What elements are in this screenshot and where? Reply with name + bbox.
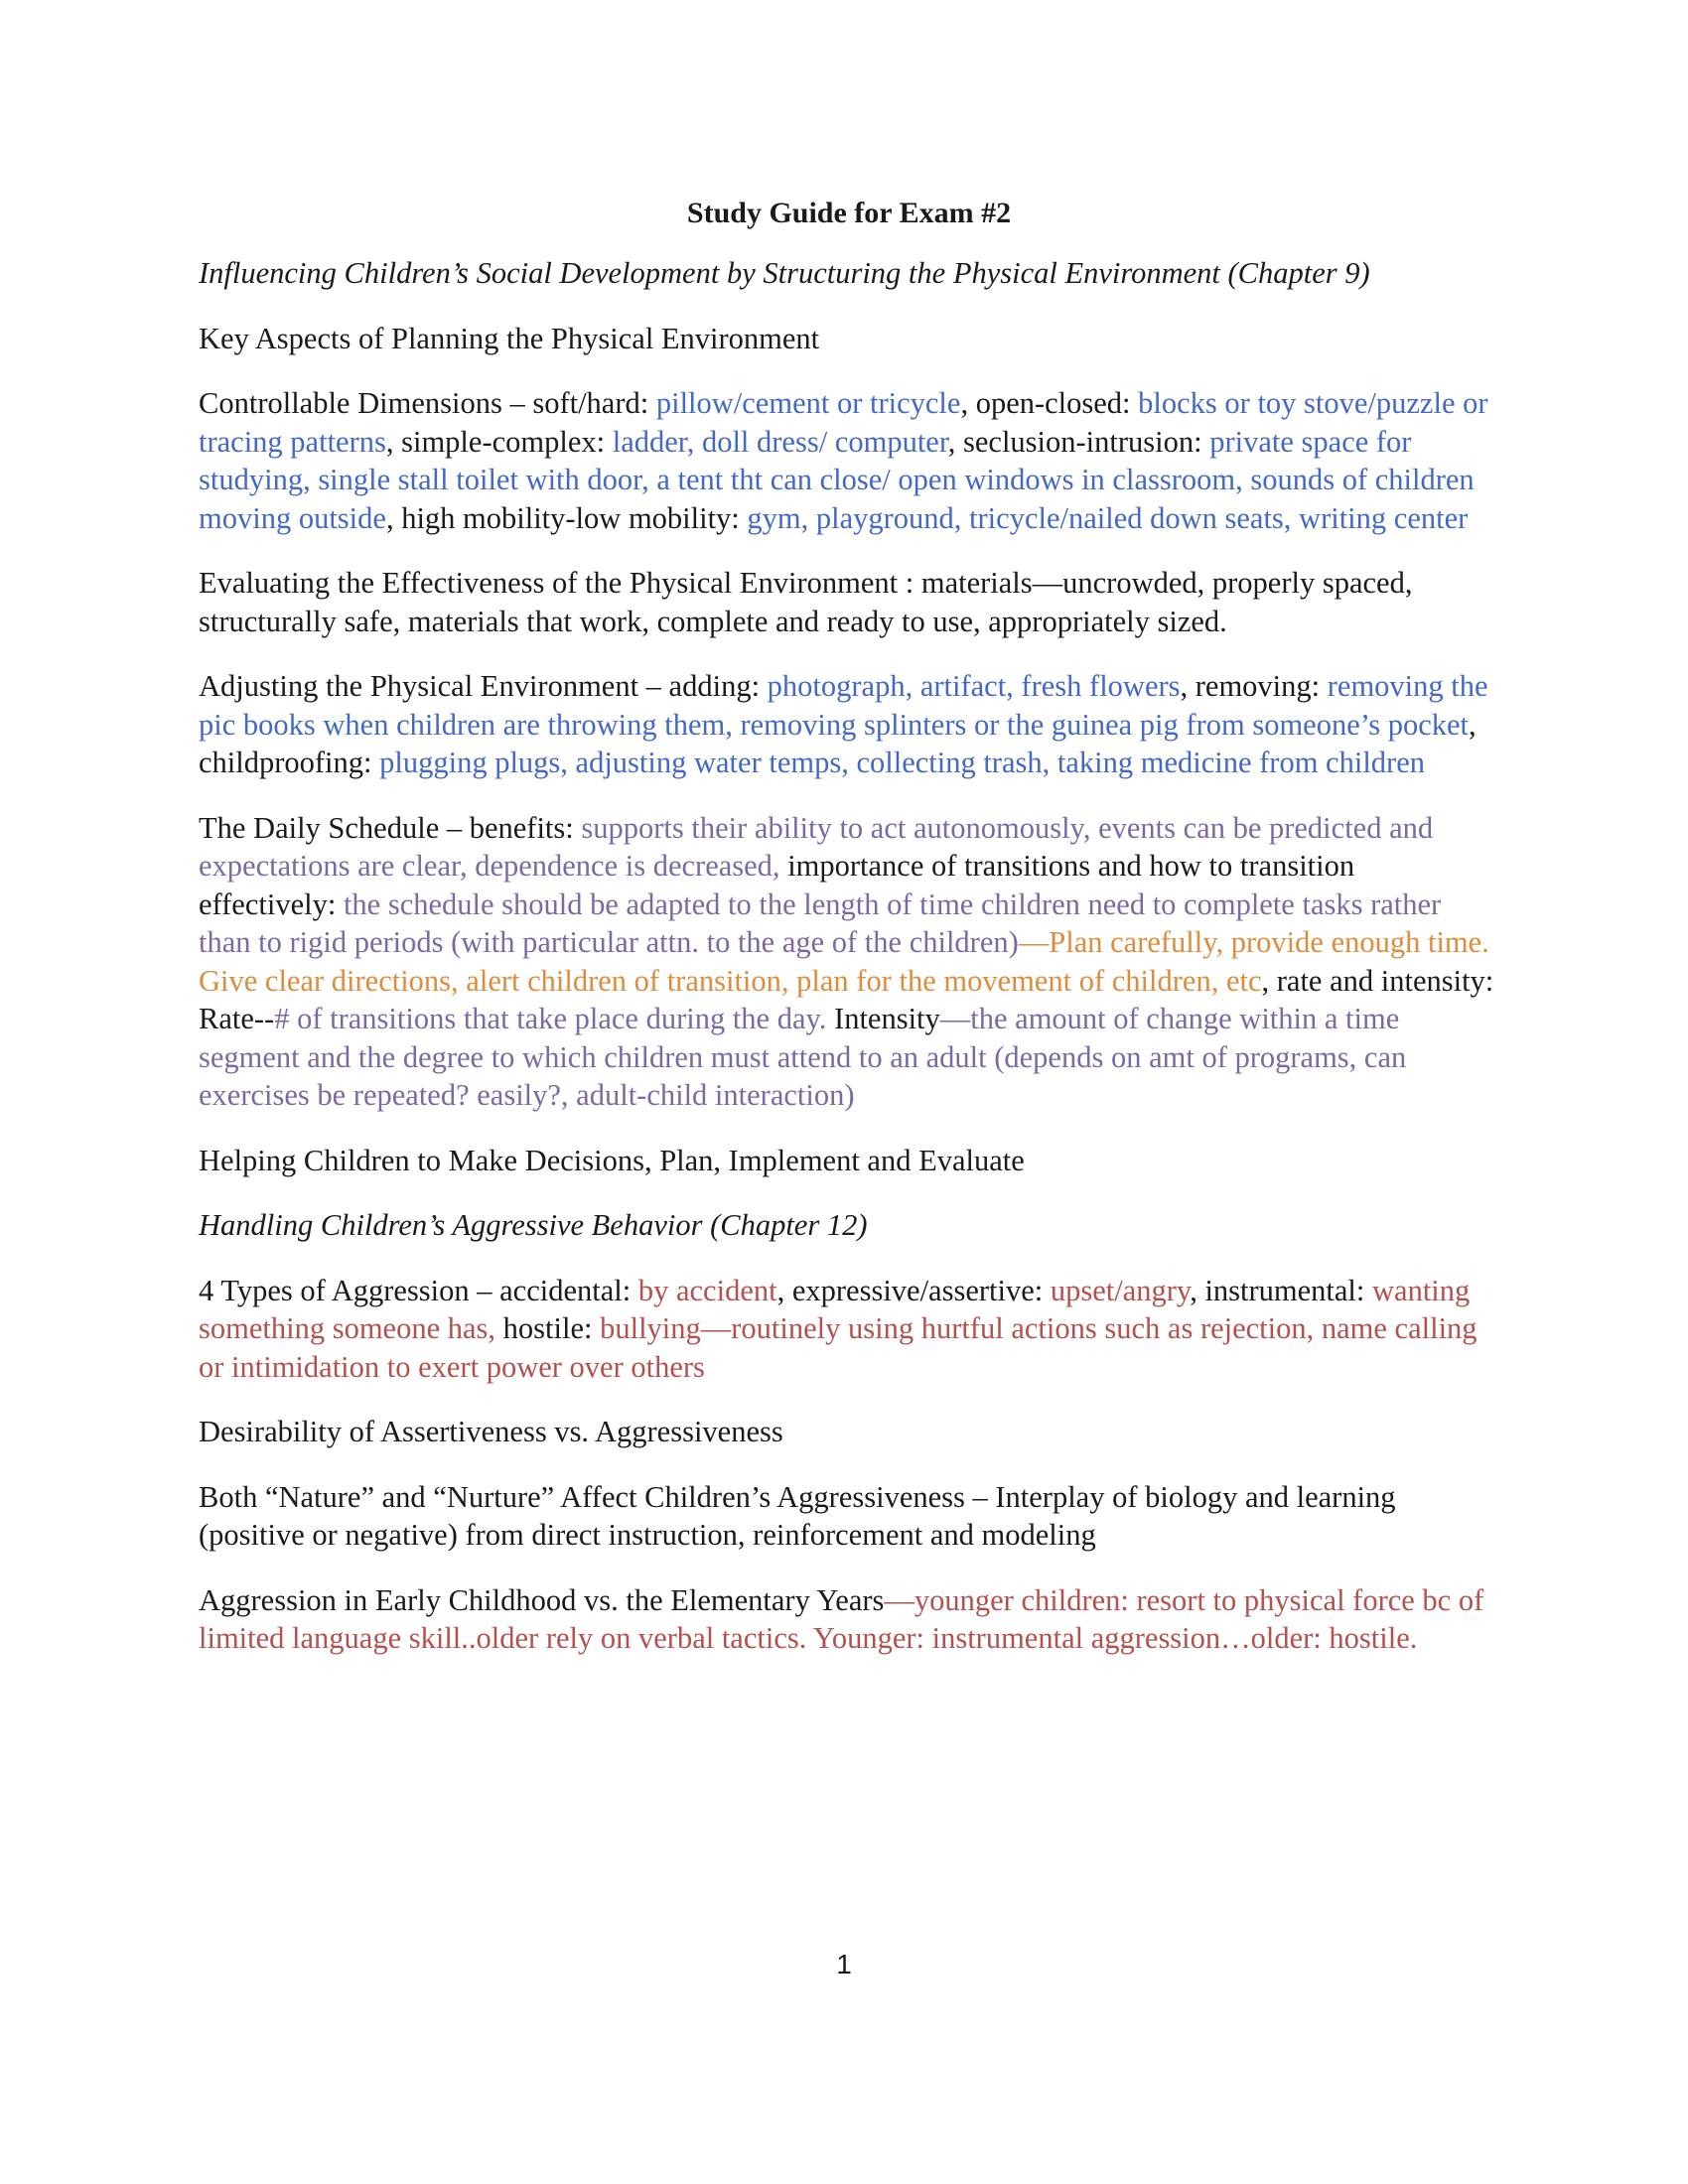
text-segment: Controllable Dimensions – soft/hard: — [199, 386, 656, 420]
text-segment: The Daily Schedule – benefits: — [199, 810, 582, 845]
text-segment: , open-closed: — [960, 386, 1139, 420]
text-segment: , simple-complex: — [385, 424, 613, 459]
text-segment: importance of transitions and how to transition effectively: — [199, 849, 1355, 921]
annotation-blue: pillow/cement or tricycle — [655, 386, 961, 420]
paragraph — [199, 1581, 1499, 1658]
text-segment: , seclusion-intrusion: — [947, 424, 1210, 459]
section-heading — [199, 1206, 1499, 1245]
text-segment: Desirability of Assertiveness vs. Aggressiveness — [199, 1415, 783, 1448]
annotation-red: upset/angry — [1050, 1273, 1191, 1307]
text-segment: Intensity — [834, 1002, 940, 1035]
annotation-purple: —the amount of change within a time segment and the degree to which children must attend to an adult (depends on amt of programs, can exercises be repeated? easily?, adult-child interaction) — [199, 1002, 1407, 1112]
paragraph — [199, 1478, 1499, 1555]
annotation-red: wanting something someone has, — [199, 1273, 1471, 1345]
section-heading — [199, 1142, 1499, 1180]
paragraph — [199, 1272, 1499, 1387]
annotation-red: by accident — [637, 1273, 777, 1307]
annotation-red: bullying—routinely using hurtful actions such as rejection, name calling or intimidation to exert power over others — [199, 1311, 1477, 1384]
annotation-blue: private space for studying, single stall toilet with door, a tent tht can close/ open windows in classroom, sounds of children moving outside — [199, 424, 1475, 535]
annotation-purple: # of transitions that take place during the day. — [274, 1002, 835, 1035]
annotation-blue: ladder, doll dress/ computer — [612, 424, 948, 459]
text-segment: Handling Children’s Aggressive Behavior (Chapter 12) — [199, 1208, 868, 1242]
section-heading — [199, 320, 1499, 358]
paragraph — [199, 809, 1499, 1115]
text-segment: Aggression in Early Childhood vs. the Elementary Years — [199, 1582, 885, 1617]
text-segment: 4 Types of Aggression – accidental: — [199, 1273, 638, 1307]
page-number: 1 — [836, 1949, 852, 1979]
annotation-blue: blocks or toy stove/puzzle or tracing patterns — [199, 386, 1488, 459]
text-segment: hostile: — [502, 1311, 601, 1345]
annotation-blue: gym, playground, tricycle/nailed down seats, writing center — [747, 500, 1469, 535]
section-heading — [199, 1413, 1499, 1451]
text-segment: Influencing Children’s Social Development by Structuring the Physical Environment (Chapter 9) — [199, 256, 1370, 290]
paragraph — [199, 564, 1499, 640]
text-segment: Adjusting the Physical Environment – adding: — [199, 669, 768, 703]
paragraph — [199, 384, 1499, 537]
text-segment: , high mobility-low mobility: — [385, 500, 748, 535]
annotation-blue: photograph, artifact, fresh flowers — [767, 669, 1181, 703]
document-body — [199, 254, 1499, 1658]
paragraph — [199, 667, 1499, 782]
text-segment: , removing: — [1180, 669, 1328, 703]
annotation-purple: the schedule should be adapted to the length of time children need to complete tasks rather than to rigid periods (with particular attn. to the age of the children) — [199, 887, 1442, 959]
annotation-orange: —Plan carefully, provide enough time. Give clear directions, alert children of transition, plan for the movement of children, etc — [199, 925, 1489, 998]
annotation-blue: plugging plugs, adjusting water temps, collecting trash, taking medicine from children — [379, 746, 1425, 779]
text-segment: , rate and intensity: Rate-- — [199, 963, 1494, 1035]
text-segment: Both “Nature” and “Nurture” Affect Children’s Aggressiveness – Interplay of biology and learning (positive or negative) from direct instruction, reinforcement and modeling — [199, 1479, 1396, 1552]
text-segment: , expressive/assertive: — [776, 1273, 1051, 1307]
text-segment: Key Aspects of Planning the Physical Environment — [199, 321, 820, 355]
document-page — [199, 195, 1499, 1685]
section-heading — [199, 254, 1499, 293]
text-segment: Helping Children to Make Decisions, Plan, Implement and Evaluate — [199, 1143, 1025, 1177]
text-segment: , childproofing: — [199, 707, 1477, 779]
text-segment: , instrumental: — [1190, 1273, 1373, 1307]
annotation-blue: removing the pic books when children are throwing them, removing splinters or the guinea pig from someone’s pocket — [199, 669, 1488, 742]
annotation-red: —younger children: resort to physical force bc of limited language skill..older rely on verbal tactics. Younger: instrumental aggression…older: hostile. — [199, 1582, 1484, 1655]
annotation-purple: supports their ability to act autonomously, events can be predicted and expectations are clear, dependence is decreased, — [199, 810, 1434, 883]
text-segment: Evaluating the Effectiveness of the Physical Environment : materials—uncrowded, properly spaced, structurally safe, materials that work, complete and ready to use, appropriately sized. — [199, 566, 1413, 638]
page-title: Study Guide for Exam #2 — [686, 197, 1012, 229]
